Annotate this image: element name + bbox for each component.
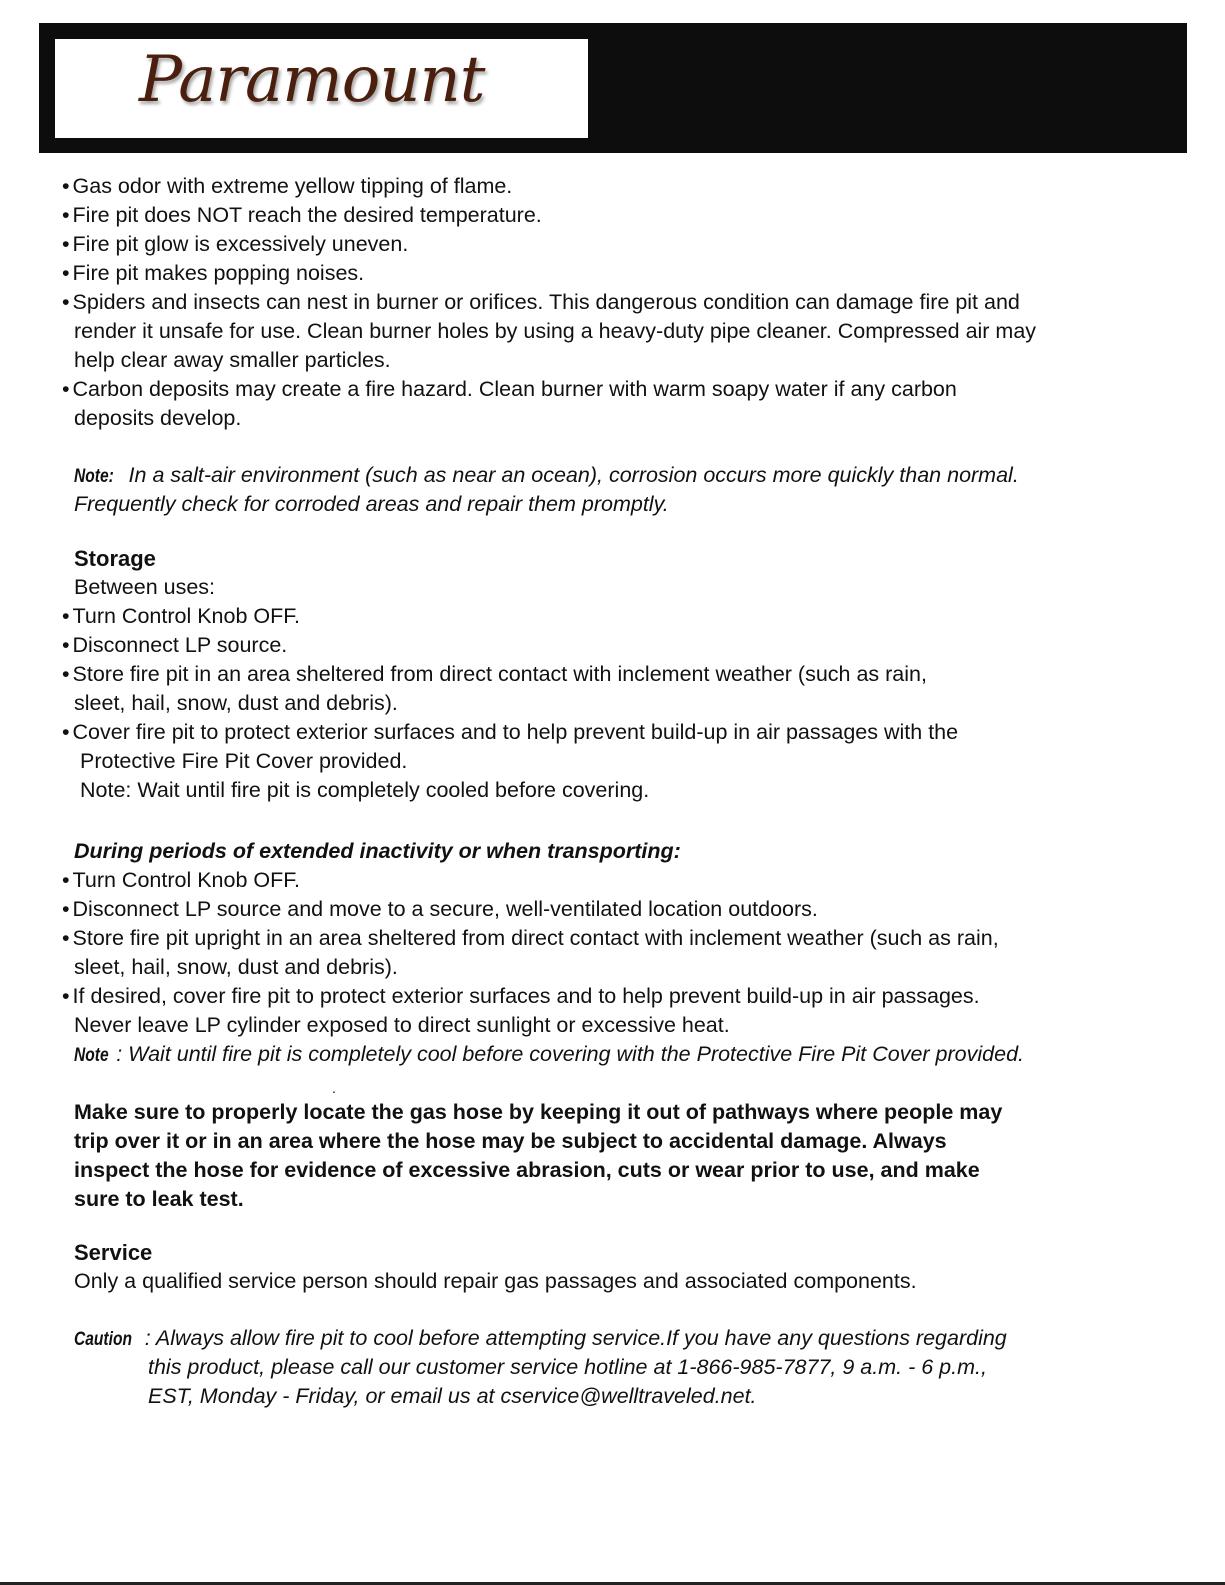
hose-warning-line: Make sure to properly locate the gas hose by keeping it out of pathways where people may bbox=[74, 1100, 1003, 1124]
list-item: • Disconnect LP source and move to a secure, well-ventilated location outdoors. bbox=[62, 895, 818, 924]
list-item: • Fire pit glow is excessively uneven. bbox=[62, 230, 408, 259]
list-item: • Turn Control Knob OFF. bbox=[62, 866, 300, 895]
storage-intro: Between uses: bbox=[74, 575, 216, 599]
list-item: • Fire pit makes popping noises. bbox=[62, 259, 364, 288]
list-item-continuation: Never leave LP cylinder exposed to direct sunlight or excessive heat. bbox=[74, 1013, 730, 1037]
hose-warning-line: sure to leak test. bbox=[74, 1187, 244, 1211]
list-item-continuation: render it unsafe for use. Clean burner holes by using a heavy-duty pipe cleaner. Compressed air may bbox=[74, 319, 1037, 343]
list-item-continuation: Protective Fire Pit Cover provided. bbox=[80, 749, 408, 773]
list-item: • Fire pit does NOT reach the desired temperature. bbox=[62, 201, 542, 230]
list-item: • Store fire pit upright in an area sheltered from direct contact with inclement weather (such as rain, bbox=[62, 924, 999, 953]
hose-warning-line: inspect the hose for evidence of excessive abrasion, cuts or wear prior to use, and make bbox=[74, 1158, 980, 1182]
note-text: : Wait until fire pit is completely cool before covering with the Protective Fire Pit Cover provided. bbox=[116, 1042, 1025, 1066]
list-item-continuation: help clear away smaller particles. bbox=[74, 348, 391, 372]
list-item: • If desired, cover fire pit to protect exterior surfaces and to help prevent build-up in air passages. bbox=[62, 982, 980, 1011]
list-item: • Disconnect LP source. bbox=[62, 631, 287, 660]
list-item: • Turn Control Knob OFF. bbox=[62, 602, 300, 631]
list-item-continuation: sleet, hail, snow, dust and debris). bbox=[74, 691, 398, 715]
caution-continuation: EST, Monday - Friday, or email us at cservice@welltraveled.net. bbox=[148, 1384, 757, 1408]
salt-air-note bbox=[74, 461, 1019, 491]
service-heading: Service bbox=[74, 1240, 153, 1265]
service-text: Only a qualified service person should repair gas passages and associated components. bbox=[74, 1269, 917, 1293]
storage-note: Note: Wait until fire pit is completely cooled before covering. bbox=[80, 778, 650, 802]
caution-continuation: this product, please call our customer service hotline at 1-866-985-7877, 9 a.m. - 6 p.m., bbox=[148, 1355, 987, 1379]
list-item: • Carbon deposits may create a fire hazard. Clean burner with warm soapy water if any carbon bbox=[62, 375, 957, 404]
header-bar bbox=[39, 23, 1187, 153]
list-item: • Spiders and insects can nest in burner or orifices. This dangerous condition can damage fire pit and bbox=[62, 288, 1020, 317]
inactivity-note bbox=[74, 1040, 1024, 1070]
caution-note bbox=[74, 1324, 1007, 1354]
logo-box bbox=[55, 39, 588, 138]
storage-heading: Storage bbox=[74, 546, 156, 571]
list-item: • Gas odor with extreme yellow tipping of flame. bbox=[62, 172, 512, 201]
salt-air-note-continuation: Frequently check for corroded areas and repair them promptly. bbox=[74, 492, 669, 516]
list-item: • Store fire pit in an area sheltered from direct contact with inclement weather (such as rain, bbox=[62, 660, 927, 689]
note-text: In a salt-air environment (such as near an ocean), corrosion occurs more quickly than normal. bbox=[122, 463, 1019, 487]
hose-warning-line: trip over it or in an area where the hose may be subject to accidental damage. Always bbox=[74, 1129, 947, 1153]
note-label: Note bbox=[74, 1045, 109, 1066]
caution-label: Caution bbox=[74, 1329, 132, 1350]
caution-text: : Always allow fire pit to cool before attempting service.If you have any questions regarding bbox=[144, 1326, 1007, 1350]
inactivity-heading: During periods of extended inactivity or when transporting: bbox=[74, 839, 681, 863]
list-item-continuation: deposits develop. bbox=[74, 406, 242, 430]
brand-logo: Paramount bbox=[139, 43, 485, 117]
stray-mark: . bbox=[332, 1080, 336, 1096]
list-item-continuation: sleet, hail, snow, dust and debris). bbox=[74, 955, 398, 979]
list-item: • Cover fire pit to protect exterior surfaces and to help prevent build-up in air passages with the bbox=[62, 718, 958, 747]
note-label: Note: bbox=[74, 466, 114, 487]
